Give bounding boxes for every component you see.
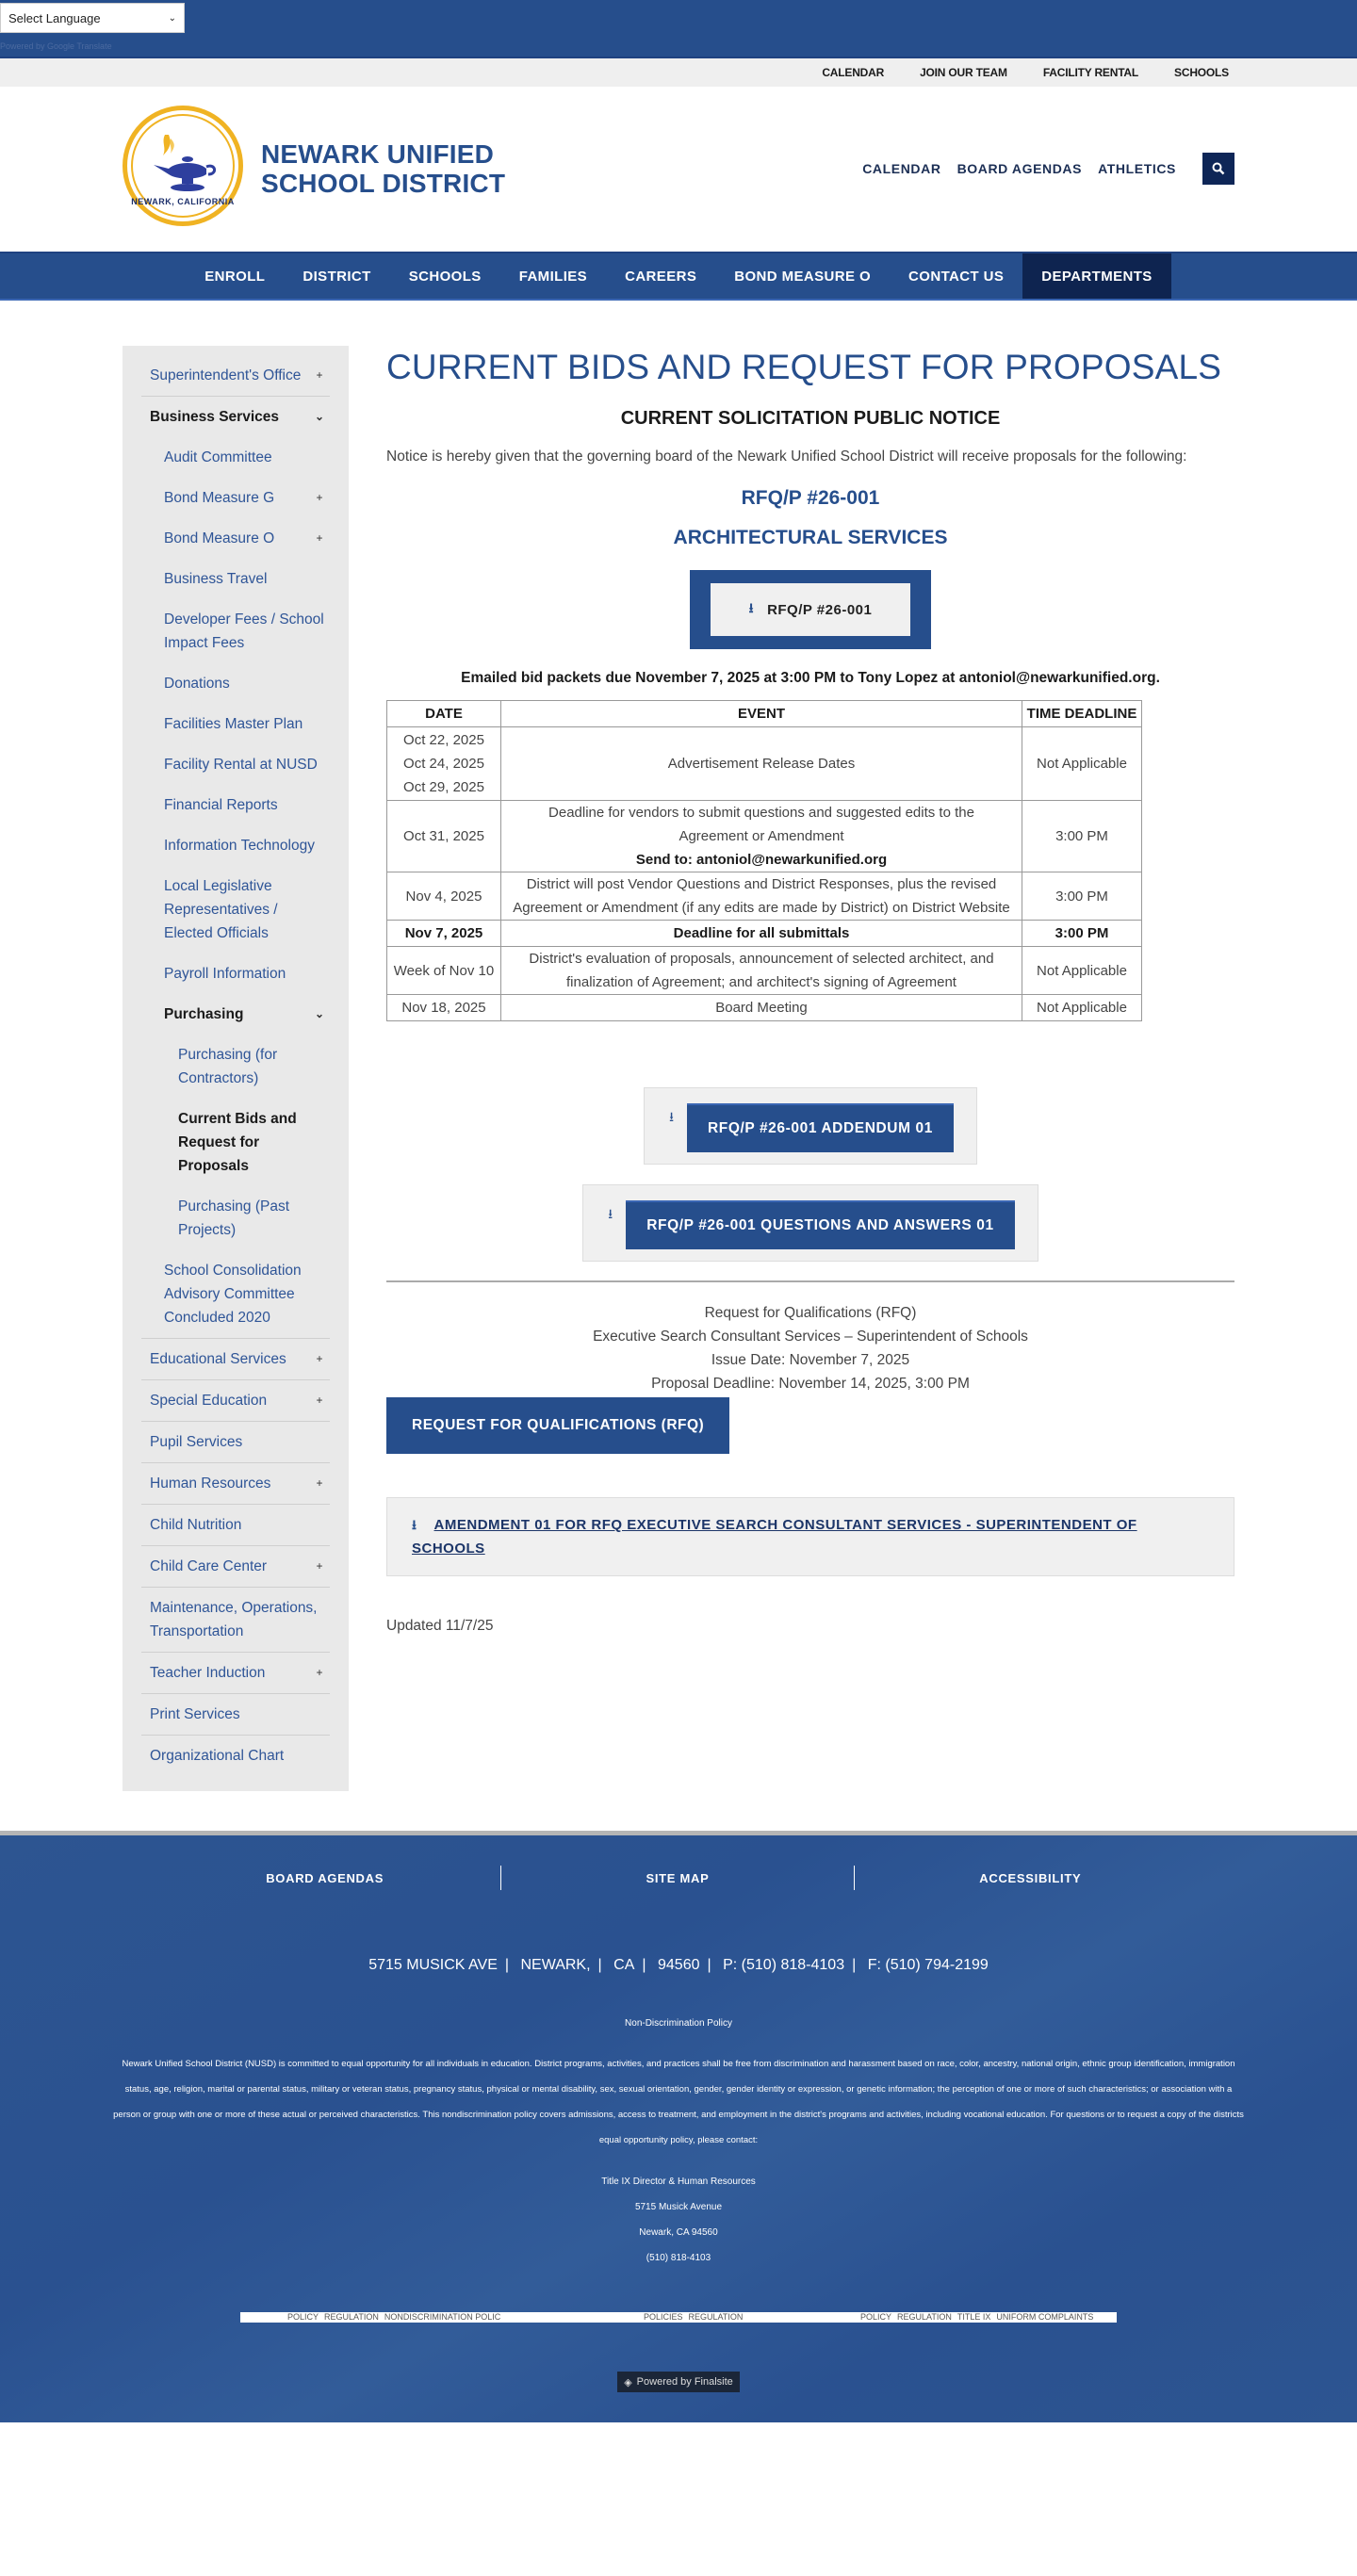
address-phone[interactable]: P: (510) 818-4103 <box>723 1957 845 1973</box>
translate-bar <box>0 0 1357 58</box>
sidebar-item-label: Current Bids and Request for Proposals <box>178 1111 297 1174</box>
expand-plus-icon[interactable]: + <box>316 1476 323 1490</box>
nav-schools[interactable]: SCHOOLS <box>408 268 482 285</box>
footer-links <box>149 1835 1206 1920</box>
qa-download <box>582 1184 1038 1262</box>
rfq2-line2: Executive Search Consultant Services – Superintendent of Schools <box>593 1329 1028 1345</box>
updated-date: Updated 11/7/25 <box>386 1618 494 1634</box>
finalsite-logo-icon: ◈ <box>624 2376 632 2389</box>
sidebar-item-organizational-chart[interactable] <box>141 1736 330 1776</box>
download-icon: ⭳ <box>412 1517 417 1532</box>
rfq2-line1: Request for Qualifications (RFQ) <box>704 1305 917 1321</box>
policy-link[interactable]: POLICY <box>860 2312 892 2322</box>
section-divider <box>386 1280 1234 1282</box>
sidebar-item-facility-rental[interactable] <box>141 744 330 785</box>
cell-event-text: Deadline for vendors to submit questions and suggested edits to the Agreement or Amendment <box>548 805 974 844</box>
sidebar-item-label: Print Services <box>150 1706 240 1722</box>
table-row <box>387 995 1142 1021</box>
cell-date: Oct 31, 2025 <box>387 801 501 872</box>
contact-street: 5715 Musick Avenue <box>634 2202 723 2212</box>
sidebar-item-label: Developer Fees / School Impact Fees <box>164 611 324 651</box>
address-state: CA <box>613 1957 635 1973</box>
address-fax: F: (510) 794-2199 <box>867 1957 989 1973</box>
sidebar-item-purchasing[interactable] <box>141 994 330 1035</box>
amendment-download <box>386 1497 1234 1576</box>
title-ix-link[interactable]: TITLE IX <box>956 2312 991 2322</box>
table-row <box>387 872 1142 921</box>
sidebar-item-purchasing-contractors[interactable] <box>141 1035 330 1099</box>
cell-event: Advertisement Release Dates <box>501 727 1022 801</box>
sidebar-item-label: Maintenance, Operations, Transportation <box>150 1600 318 1639</box>
rfq-download-label: RFQ/P #26-001 <box>767 601 873 618</box>
cell-event: District will post Vendor Questions and District Responses, plus the revised Agreement or Amendment (if any edits are made by District) on District Website <box>501 872 1022 921</box>
header-link-athletics[interactable]: ATHLETICS <box>1098 161 1176 176</box>
sidebar-item-label: Purchasing <box>164 1006 244 1022</box>
powered-by-finalsite[interactable] <box>617 2372 740 2392</box>
sidebar-item-payroll-information[interactable] <box>141 954 330 994</box>
table-row <box>387 727 1142 801</box>
main-content <box>386 346 1234 1791</box>
cell-date: Nov 4, 2025 <box>387 872 501 921</box>
policy-group-2 <box>644 2312 743 2323</box>
nav-departments[interactable]: DEPARTMENTS <box>1022 253 1170 299</box>
cell-date: Nov 18, 2025 <box>387 995 501 1021</box>
nav-district[interactable]: DISTRICT <box>302 268 371 285</box>
collapse-chevron-icon[interactable]: ⌄ <box>314 1007 325 1020</box>
language-select[interactable] <box>0 3 185 33</box>
sidebar-item-pupil-services[interactable] <box>141 1422 330 1463</box>
table-row <box>387 801 1142 872</box>
seal-text: NEWARK, CALIFORNIA <box>131 197 235 206</box>
utility-link-join-our-team[interactable]: JOIN OUR TEAM <box>920 66 1007 79</box>
sidebar-item-donations[interactable] <box>141 663 330 704</box>
lamp-icon <box>148 131 221 197</box>
cell-event: District's evaluation of proposals, announcement of selected architect, and finalization of Agreement; and architect's signing of Agreement <box>501 947 1022 995</box>
cell-event-send-to: Send to: antoniol@newarkunified.org <box>635 852 888 868</box>
schedule-table <box>386 700 1142 1021</box>
sidebar-item-maintenance-operations[interactable] <box>141 1588 330 1653</box>
expand-plus-icon[interactable]: + <box>316 491 323 504</box>
download-icon: ⭳ <box>669 1109 674 1124</box>
download-icon: ⭳ <box>748 600 755 615</box>
sidebar-item-label: Audit Committee <box>164 449 272 465</box>
rfq-title: ARCHITECTURAL SERVICES <box>673 527 948 548</box>
sidebar-item-business-travel[interactable] <box>141 559 330 599</box>
rfq-executive-search-block <box>386 1301 1234 1395</box>
sidebar-item-label: Superintendent's Office <box>150 367 302 383</box>
request-for-qualifications-button[interactable]: REQUEST FOR QUALIFICATIONS (RFQ) <box>386 1397 729 1454</box>
sidebar-item-child-nutrition[interactable] <box>141 1505 330 1546</box>
footer-link-board-agendas[interactable]: BOARD AGENDAS <box>266 1870 384 1885</box>
sidebar-item-developer-fees[interactable] <box>141 599 330 663</box>
expand-plus-icon[interactable]: + <box>316 1666 323 1679</box>
header-links <box>846 153 1234 185</box>
title-ix-contact <box>0 2169 1357 2271</box>
sidebar-item-label: Facilities Master Plan <box>164 716 303 732</box>
content-area <box>0 301 1357 1831</box>
powered-by-google: Powered by Google Translate <box>0 41 112 51</box>
cell-event <box>501 801 1022 872</box>
sidebar-item-label: Purchasing (for Contractors) <box>178 1047 278 1086</box>
cell-date: Nov 7, 2025 <box>387 921 501 947</box>
sidebar-item-information-technology[interactable] <box>141 825 330 866</box>
cell-time: 3:00 PM <box>1022 921 1142 947</box>
search-button[interactable] <box>1202 153 1234 185</box>
sidebar-item-label: Facility Rental at NUSD <box>164 757 318 773</box>
cell-time: Not Applicable <box>1022 727 1142 801</box>
nondiscrimination-text: Newark Unified School District (NUSD) is committed to equal opportunity for all individuals in education. District programs, activities, and practices shall be free from discrimination and harassment based on race, color, ancestry, national origin, ethnic group identification, immigration status, age, religion, marital or parental status, military or veteran status, pregnancy status, physical or mental disability, sex, sexual orientation, gender, gender identity or expression, or genetic information; the perception of one or more of such characteristics; or association with a person or group with one or more of these actual or perceived characteristics. This nondiscrimination policy covers admissions, access to treatment, and employment in the district's programs and activities, including vocational education. For questions or to request a copy of the districts equal opportunity policy, please contact: <box>113 2059 1244 2145</box>
policies-link[interactable]: POLICIES <box>644 2312 683 2322</box>
addendum-01-button[interactable]: RFQ/P #26-001 ADDENDUM 01 <box>687 1103 954 1152</box>
sidebar-item-business-services[interactable] <box>141 397 330 437</box>
cell-time: Not Applicable <box>1022 995 1142 1021</box>
language-select-value: Select Language <box>8 10 101 25</box>
regulation-link[interactable]: REGULATION <box>897 2312 952 2322</box>
contact-title: Title IX Director & Human Resources <box>601 2177 756 2187</box>
site-header <box>0 87 1357 252</box>
sidebar-item-child-care-center[interactable] <box>141 1546 330 1588</box>
download-icon: ⭳ <box>608 1206 613 1221</box>
footer-link-accessibility[interactable]: ACCESSIBILITY <box>979 1870 1082 1885</box>
sidebar-item-label: Special Education <box>150 1393 268 1409</box>
regulation-link[interactable]: REGULATION <box>324 2312 379 2322</box>
uniform-complaints-link[interactable]: UNIFORM COMPLAINTS <box>996 2312 1094 2322</box>
sidebar-item-financial-reports[interactable] <box>141 785 330 825</box>
sidebar-item-label: Information Technology <box>164 838 315 854</box>
header-link-calendar[interactable]: CALENDAR <box>862 161 941 176</box>
expand-plus-icon[interactable]: + <box>316 368 323 382</box>
sidebar-item-label: Pupil Services <box>150 1434 243 1450</box>
sidebar-item-human-resources[interactable] <box>141 1463 330 1505</box>
district-name-line1: NEWARK UNIFIED <box>261 139 495 169</box>
sidebar-item-print-services[interactable] <box>141 1694 330 1736</box>
sidebar <box>123 346 349 1791</box>
cell-event: Board Meeting <box>501 995 1022 1021</box>
page-title: CURRENT BIDS AND REQUEST FOR PROPOSALS <box>386 348 1222 386</box>
utility-link-calendar[interactable]: CALENDAR <box>822 66 885 79</box>
sidebar-item-current-bids[interactable] <box>141 1099 330 1186</box>
sidebar-item-label: Bond Measure O <box>164 530 275 546</box>
header-event: EVENT <box>501 701 1022 727</box>
expand-plus-icon[interactable]: + <box>316 1394 323 1407</box>
rfq2-issue-date: Issue Date: November 7, 2025 <box>711 1352 910 1368</box>
cell-date: Week of Nov 10 <box>387 947 501 995</box>
sidebar-item-local-legislative[interactable] <box>141 866 330 954</box>
sidebar-item-teacher-induction[interactable] <box>141 1653 330 1694</box>
sidebar-item-label: Educational Services <box>150 1351 286 1367</box>
addendum-download <box>644 1087 977 1165</box>
nav-families[interactable]: FAMILIES <box>518 268 588 285</box>
contact-city: Newark, CA 94560 <box>639 2227 718 2238</box>
header-date: DATE <box>387 701 501 727</box>
district-logo[interactable] <box>123 106 243 226</box>
main-nav <box>0 252 1357 301</box>
cell-time: 3:00 PM <box>1022 872 1142 921</box>
sidebar-item-label: Local Legislative Representatives / Elected Officials <box>164 878 278 941</box>
sidebar-item-label: Business Travel <box>164 571 268 587</box>
table-header-row <box>387 701 1142 727</box>
nav-careers[interactable]: CAREERS <box>625 268 697 285</box>
sidebar-item-label: Bond Measure G <box>164 490 275 506</box>
sidebar-item-label: Purchasing (Past Projects) <box>178 1198 290 1238</box>
address-zip: 94560 <box>658 1957 700 1973</box>
nav-bond-measure-o[interactable]: BOND MEASURE O <box>734 268 872 285</box>
cell-time: 3:00 PM <box>1022 801 1142 872</box>
header-time-deadline: TIME DEADLINE <box>1022 701 1142 727</box>
rfq-id: RFQ/P #26-001 <box>741 487 880 509</box>
policy-link[interactable]: POLICY <box>287 2312 319 2322</box>
table-row <box>387 921 1142 947</box>
sidebar-item-label: Financial Reports <box>164 797 278 813</box>
cell-date: Oct 22, 2025 Oct 24, 2025 Oct 29, 2025 <box>387 727 501 801</box>
sidebar-item-school-consolidation[interactable] <box>141 1250 330 1339</box>
cell-time: Not Applicable <box>1022 947 1142 995</box>
finalsite-label: Powered by Finalsite <box>636 2376 733 2388</box>
utility-link-schools[interactable]: SCHOOLS <box>1174 66 1229 79</box>
notice-heading: CURRENT SOLICITATION PUBLIC NOTICE <box>620 408 1001 429</box>
sidebar-item-educational-services[interactable] <box>141 1339 330 1380</box>
sidebar-item-label: Organizational Chart <box>150 1748 285 1764</box>
amendment-01-link[interactable]: AMENDMENT 01 FOR RFQ EXECUTIVE SEARCH CONSULTANT SERVICES - SUPERINTENDENT OF SCHOOLS <box>412 1517 1137 1557</box>
search-icon <box>1212 162 1225 175</box>
sidebar-item-label: Child Nutrition <box>150 1517 242 1533</box>
nav-enroll[interactable]: ENROLL <box>204 268 266 285</box>
footer-address: 5715 MUSICK AVE | NEWARK, | CA | 94560 | P: (510) 818-4103 | F: (510) 794-2199 <box>368 1957 989 1973</box>
policy-group-3 <box>860 2312 1093 2323</box>
address-street: 5715 MUSICK AVE <box>368 1957 498 1973</box>
sidebar-item-label: Human Resources <box>150 1475 271 1492</box>
sidebar-item-special-education[interactable] <box>141 1380 330 1422</box>
sidebar-item-purchasing-past-projects[interactable] <box>141 1186 330 1250</box>
utility-nav <box>0 58 1357 87</box>
sidebar-item-label: Business Services <box>150 409 280 425</box>
sidebar-item-label: Child Care Center <box>150 1558 268 1574</box>
notice-paragraph: Notice is hereby given that the governing board of the Newark Unified School District will receive proposals for the following: <box>386 448 1187 465</box>
sidebar-item-bond-measure-o[interactable] <box>141 518 330 559</box>
nondiscrimination-policy-link[interactable]: NONDISCRIMINATION POLIC <box>384 2312 501 2322</box>
sidebar-item-bond-measure-g[interactable] <box>141 478 330 518</box>
district-name-line2: SCHOOL DISTRICT <box>261 169 506 198</box>
policy-links-strip <box>240 2312 1117 2323</box>
site-footer <box>0 1831 1357 2422</box>
sidebar-item-label: Donations <box>164 676 230 692</box>
due-line: Emailed bid packets due November 7, 2025 at 3:00 PM to Tony Lopez at antoniol@newarkunified.org. <box>461 670 1160 686</box>
rfq-download-frame <box>690 570 931 649</box>
policy-group-1 <box>287 2312 500 2323</box>
district-name[interactable] <box>261 139 505 198</box>
collapse-chevron-icon[interactable]: ⌄ <box>314 410 325 423</box>
rfq2-proposal-deadline: Proposal Deadline: November 14, 2025, 3:00 PM <box>651 1376 970 1392</box>
contact-phone: (510) 818-4103 <box>646 2253 711 2263</box>
sidebar-item-audit-committee[interactable] <box>141 437 330 478</box>
sidebar-item-label: Payroll Information <box>164 966 286 982</box>
sidebar-item-facilities-master-plan[interactable] <box>141 704 330 744</box>
header-link-board-agendas[interactable]: BOARD AGENDAS <box>956 161 1083 176</box>
chevron-down-icon: ⌄ <box>168 12 176 24</box>
expand-plus-icon[interactable]: + <box>316 531 323 545</box>
expand-plus-icon[interactable]: + <box>316 1352 323 1365</box>
sidebar-item-superintendents-office[interactable] <box>141 355 330 397</box>
utility-link-facility-rental[interactable]: FACILITY RENTAL <box>1042 66 1139 79</box>
nav-contact-us[interactable]: CONTACT US <box>908 268 1005 285</box>
questions-answers-01-button[interactable]: RFQ/P #26-001 QUESTIONS AND ANSWERS 01 <box>626 1200 1015 1249</box>
expand-plus-icon[interactable]: + <box>316 1559 323 1573</box>
rfq-download-button[interactable] <box>711 583 910 636</box>
address-city: NEWARK, <box>520 1957 591 1973</box>
table-row <box>387 947 1142 995</box>
nondiscrimination-title: Non-Discrimination Policy <box>625 2018 732 2029</box>
regulation-link[interactable]: REGULATION <box>688 2312 744 2322</box>
cell-event: Deadline for all submittals <box>501 921 1022 947</box>
sidebar-item-label: School Consolidation Advisory Committee Concluded 2020 <box>164 1263 302 1326</box>
footer-link-site-map[interactable]: SITE MAP <box>646 1870 710 1885</box>
sidebar-item-label: Teacher Induction <box>150 1665 266 1681</box>
